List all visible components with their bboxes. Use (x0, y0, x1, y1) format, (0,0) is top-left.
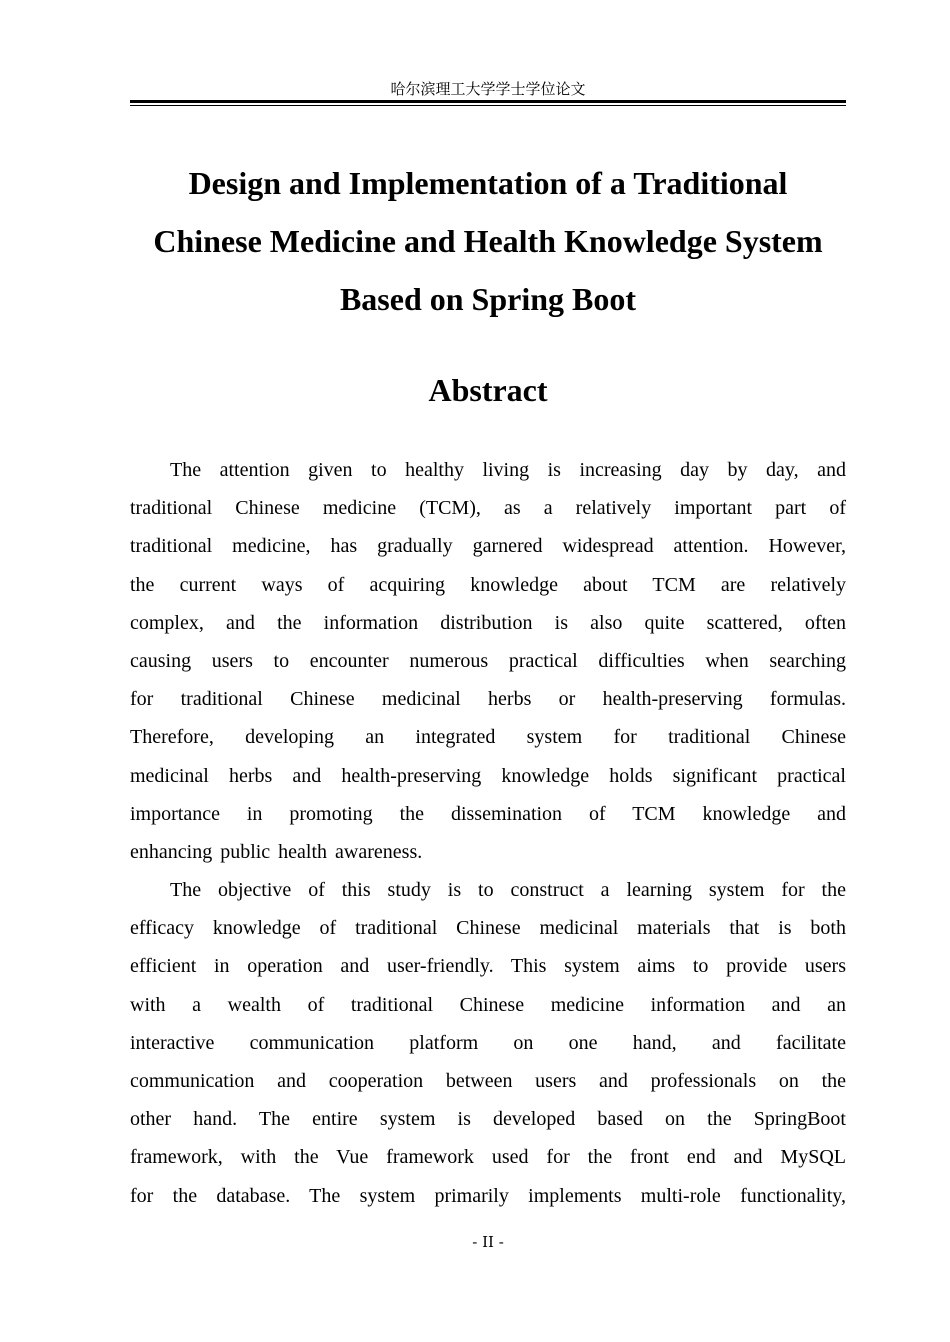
abstract-body (130, 451, 846, 1215)
text-line: The objective of this study is to construct a learning system for the (170, 879, 846, 902)
text-line: importance in promoting the dissemination of TCM knowledge and (130, 802, 846, 825)
text-line: Therefore, developing an integrated system for traditional Chinese (130, 726, 846, 749)
text-line: framework, with the Vue framework used for the front end and MySQL (130, 1146, 846, 1169)
abstract-paragraph (130, 871, 846, 1215)
text-line: The attention given to healthy living is increasing day by day, and (170, 459, 846, 481)
text-line: for the database. The system primarily implements multi-role functionality, (130, 1184, 846, 1207)
title-line: Design and Implementation of a Traditional (188, 165, 788, 201)
title-line: Based on Spring Boot (339, 281, 637, 317)
text-line: other hand. The entire system is developed based on the SpringBoot (130, 1108, 846, 1131)
abstract-paragraph (130, 451, 846, 871)
text-line: causing users to encounter numerous practical difficulties when searching (130, 649, 846, 672)
text-line: interactive communication platform on one hand, and facilitate (130, 1031, 846, 1054)
header-text: 哈尔滨理工大学学士学位论文 (390, 80, 586, 98)
text-line: enhancing public health awareness. (130, 840, 423, 863)
text-line: traditional medicine, has gradually garnered widespread attention. However, (130, 535, 846, 558)
text-line: medicinal herbs and health-preserving knowledge holds significant practical (130, 764, 846, 787)
page-number: - II - (472, 1233, 504, 1251)
text-line: the current ways of acquiring knowledge about TCM are relatively (130, 573, 846, 596)
abstract-heading: Abstract (428, 372, 548, 408)
text-line: with a wealth of traditional Chinese medicine information and an (130, 993, 846, 1016)
text-line: communication and cooperation between users and professionals on the (130, 1070, 846, 1092)
text-line: complex, and the information distribution is also quite scattered, often (130, 611, 846, 634)
thesis-title (130, 154, 846, 328)
title-line: Chinese Medicine and Health Knowledge System (153, 223, 823, 259)
header-rule-thin (130, 105, 846, 106)
header-rule-thick (130, 100, 846, 103)
text-line: traditional Chinese medicine (TCM), as a relatively important part of (130, 497, 846, 520)
text-line: for traditional Chinese medicinal herbs or health-preserving formulas. (130, 688, 846, 711)
text-line: efficient in operation and user-friendly. This system aims to provide users (130, 955, 846, 978)
text-line: efficacy knowledge of traditional Chinese medicinal materials that is both (130, 917, 846, 940)
